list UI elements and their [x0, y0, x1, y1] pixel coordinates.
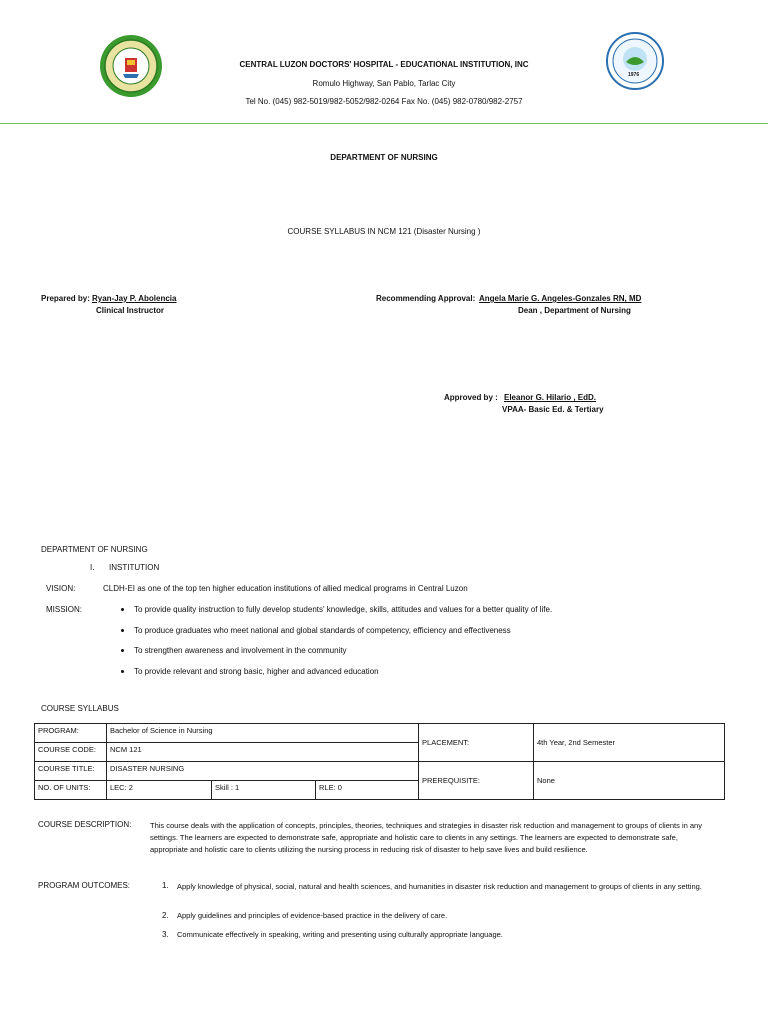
- course-title-value: DISASTER NURSING: [107, 762, 419, 781]
- mission-label: MISSION:: [46, 605, 83, 614]
- bullet-icon: [121, 670, 124, 673]
- institution-contact: Tel No. (045) 982-5019/982-5052/982-0264 Fax No. (045) 982-0780/982-2757: [245, 97, 523, 106]
- syllabus-title: COURSE SYLLABUS IN NCM 121 (Disaster Nursing ): [287, 227, 481, 236]
- approved-name: Eleanor G. Hilario , EdD.: [504, 393, 597, 402]
- course-info-table: [34, 723, 725, 800]
- prepared-label: Prepared by:: [41, 294, 90, 303]
- logo-year: 1976: [628, 72, 640, 78]
- bullet-icon: [121, 608, 124, 611]
- course-code-value: NCM 121: [107, 743, 419, 762]
- rle-units: RLE: 0: [316, 781, 419, 800]
- bullet-icon: [121, 649, 124, 652]
- prepared-role: Clinical Instructor: [96, 306, 165, 315]
- mission-item: To provide quality instruction to fully develop students' knowledge, skills, attitudes and values for a better quality of life.: [134, 605, 553, 614]
- prerequisite-value: None: [534, 762, 725, 800]
- course-description-text: This course deals with the application of concepts, principles, theories, techniques and strategies in disaster risk reduction and management to groups of clients in any settings. The learners are expected to demonstrate safe, appropriate and holistic care to clients in any settings. The learners are expected to demonstrate safe, appropriate and holistic care to clients utilizing the nursing process in reducing risk of disaster to help save lives and build resilience.: [150, 821, 702, 854]
- prepared-name: Ryan-Jay P. Abolencia: [92, 294, 177, 303]
- recommending-name: Angela Marie G. Angeles-Gonzales RN, MD: [479, 294, 642, 303]
- lec-units: LEC: 2: [107, 781, 212, 800]
- mission-item: To produce graduates who meet national and global standards of competency, efficiency and effectiveness: [134, 626, 511, 635]
- course-title-label: COURSE TITLE:: [35, 762, 107, 781]
- mission-item: To strengthen awareness and involvement in the community: [134, 646, 347, 655]
- approved-role: VPAA- Basic Ed. & Tertiary: [502, 405, 604, 414]
- skill-units: Skill : 1: [212, 781, 316, 800]
- course-description-label: COURSE DESCRIPTION:: [38, 820, 132, 829]
- bullet-icon: [121, 629, 124, 632]
- units-label: NO. OF UNITS:: [35, 781, 107, 800]
- outcome-number: 3.: [162, 930, 169, 939]
- recommending-label: Recommending Approval:: [376, 294, 476, 303]
- outcome-number: 1.: [162, 881, 169, 890]
- section-department: DEPARTMENT OF NURSING: [41, 545, 148, 554]
- approved-label: Approved by :: [444, 393, 498, 402]
- vision-label: VISION:: [46, 584, 76, 593]
- program-label: PROGRAM:: [35, 724, 107, 743]
- institution-name: CENTRAL LUZON DOCTORS' HOSPITAL - EDUCATIONAL INSTITUTION, INC: [239, 60, 529, 69]
- recommending-role: Dean , Department of Nursing: [518, 306, 631, 315]
- header-divider: [0, 123, 768, 124]
- department-title: DEPARTMENT OF NURSING: [330, 153, 438, 162]
- outcome-number: 2.: [162, 911, 169, 920]
- outcome-text: Communicate effectively in speaking, writing and presenting using culturally appropriate language.: [177, 930, 503, 939]
- mission-item: To provide relevant and strong basic, higher and advanced education: [134, 667, 379, 676]
- prerequisite-label: PREREQUISITE:: [419, 762, 534, 800]
- placement-label: PLACEMENT:: [419, 724, 534, 762]
- program-outcomes-label: PROGRAM OUTCOMES:: [38, 881, 131, 890]
- outcome-text: Apply knowledge of physical, social, natural and health sciences, and humanities in disaster risk reduction and management to groups of clients in any setting.: [177, 882, 702, 891]
- course-syllabus-heading: COURSE SYLLABUS: [41, 704, 119, 713]
- program-value: Bachelor of Science in Nursing: [107, 724, 419, 743]
- placement-value: 4th Year, 2nd Semester: [534, 724, 725, 762]
- institution-address: Romulo Highway, San Pablo, Tarlac City: [312, 79, 456, 88]
- institution-heading: INSTITUTION: [109, 563, 160, 572]
- section-numeral: I.: [90, 563, 95, 572]
- outcome-text: Apply guidelines and principles of evidence-based practice in the delivery of care.: [177, 911, 448, 920]
- course-code-label: COURSE CODE:: [35, 743, 107, 762]
- vision-text: CLDH-EI as one of the top ten higher education institutions of allied medical programs in Central Luzon: [103, 584, 468, 593]
